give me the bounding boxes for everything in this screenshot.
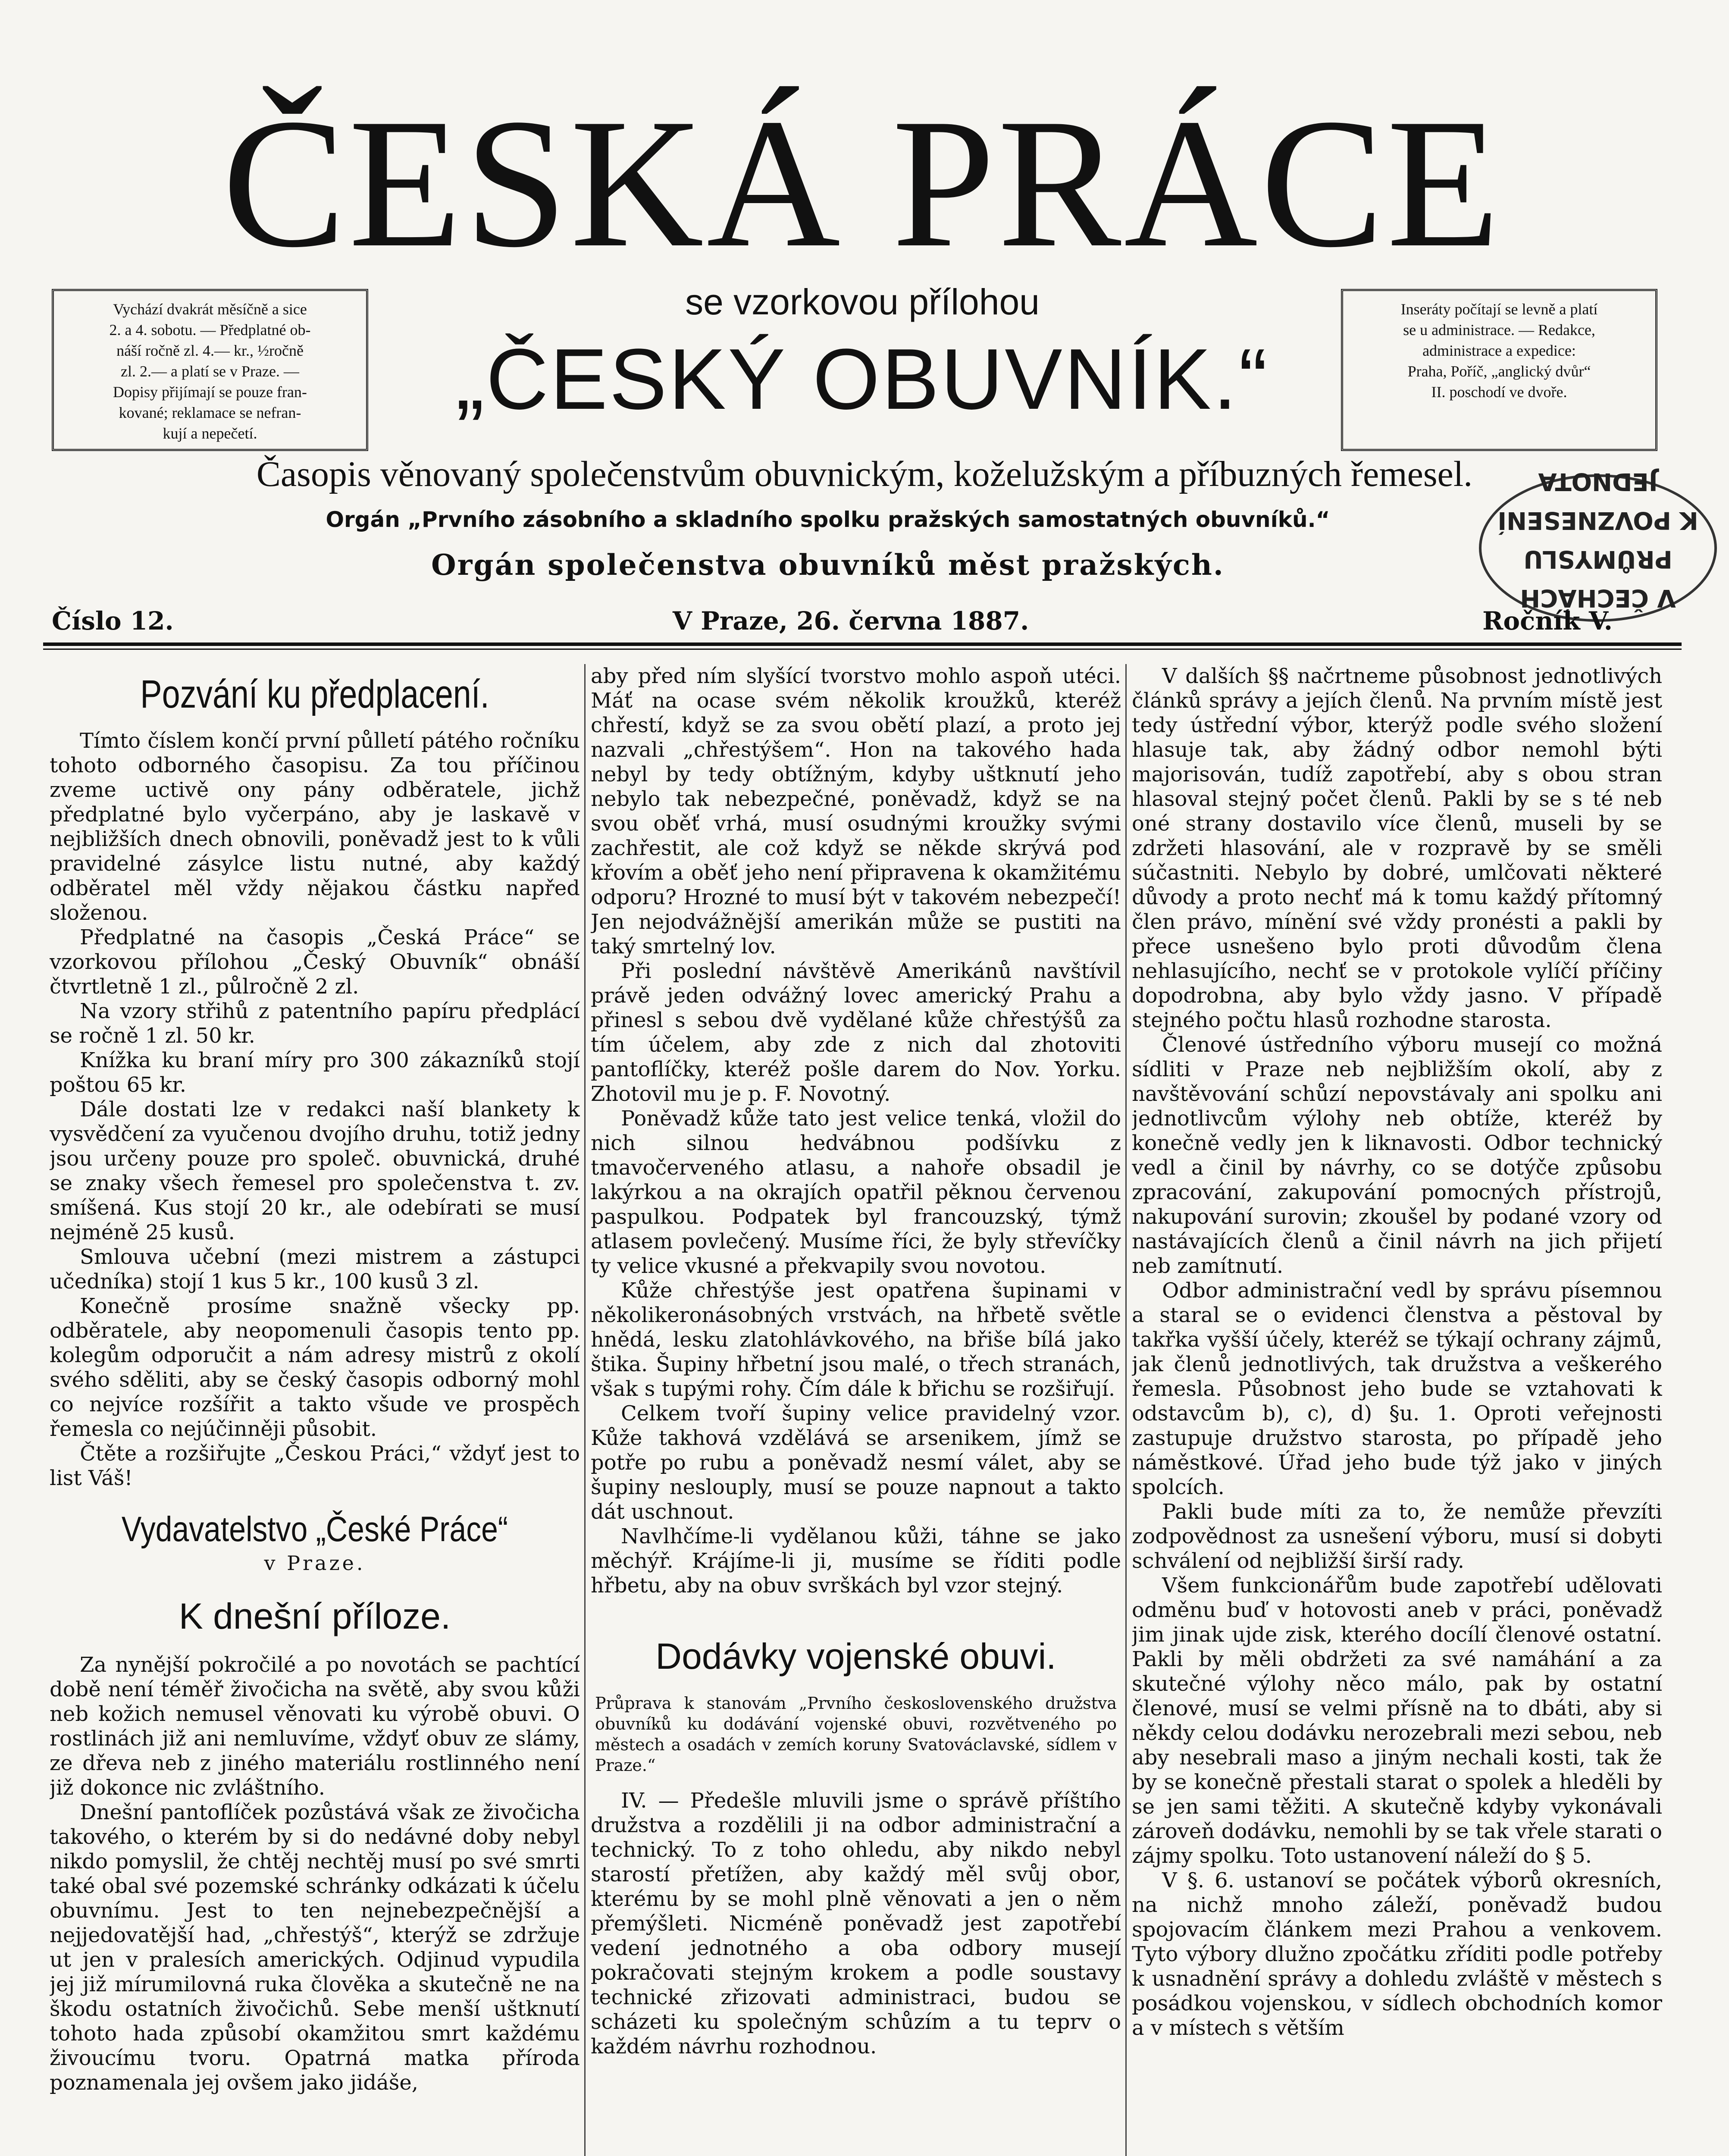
masthead-title: ČESKÁ PRÁCE bbox=[222, 81, 1503, 286]
column-3 bbox=[1132, 664, 1662, 2156]
box-line: Praha, Poříč, „anglický dvůr“ bbox=[1407, 363, 1591, 380]
publisher-name: Vydavatelstvo „České Práce“ bbox=[121, 1510, 508, 1549]
paragraph: Odbor administrační vedl by správu písemnou a staral se o evidenci členstva a pěstoval by takřka vyšší účely, kteréž se týkají ochrany zájmů, jak členů jednotlivých, tak družstva a veškerého řemesla. Působnost jeho bude se vztahovati k odstavcům b), c), d) §u. 1. Oproti veřejnosti zastupuje družstvo starosta, po případě jeho náměstkové. Úřad jeho bude týž jako v jiných spolcích. bbox=[1132, 1279, 1662, 1499]
paragraph: Tímto číslem končí první půlletí pátého ročníku tohoto odborného časopisu. Za tou příčinou zveme uctivě ony pány odběratele, jichž předplatné bylo vyčerpáno, aby je laskavě v nejbližších dnech obnovili, poněvadž jest to k vůli pravidelné zásylce listu nutné, aby každý odběratel měl vždy nějakou částku napřed složenou. bbox=[50, 729, 580, 925]
paragraph: V dalších §§ načrtneme působnost jednotlivých článků správy a jejích členů. Na prvním místě jest tedy ústřední výbor, kterýž podle svého složení hlasuje tak, aby žádný odbor nemohl býti majorisován, tudíž zapotřebí, aby s obou stran hlasoval stejný počet členů. Pakli by se s té neb oné strany dostavilo více členů, museli by se zdržeti hlasování, ale v rozpravě by se směli súčastniti. Nebylo by dobré, umlčovati některé důvody a proto nechť má k tomu každý přítomný člen právo, mínění své vždy pronésti a pakli by přece usnešeno bylo proti důvodům člena nehlasujícího, nechť se v protokole vylíčí příčiny dopodrobna, aby bylo vždy jasno. V případě stejného počtu hlasů rozhodne starosta. bbox=[1132, 664, 1662, 1032]
box-line: administrace a expedice: bbox=[1422, 342, 1576, 359]
box-line: II. poschodí ve dvoře. bbox=[1431, 383, 1567, 401]
paragraph: Kůže chřestýše jest opatřena šupinami v několikeronásobných vrstvách, na hřbetě světle hnědá, lesku zlatohlávkového, na břiše bílá jako štika. Šupiny hřbetní jsou malé, o třech stranách, však s tupými rohy. Čím dále k břichu se rozšiřují. bbox=[591, 1279, 1121, 1401]
box-line: náší ročně zl. 4.— kr., ½ročně bbox=[116, 342, 304, 359]
paragraph: aby před ním slyšící tvorstvo mohlo aspoň utéci. Máť na ocase svém několik kroužků, kteréž chřestí, když se za svou obětí plazí, a proto jej nazvali „chřestýšem“. Hon na takového hada nebyl by tedy obtížným, kdyby uštknutí jeho nebylo tak nebezpečné, poněvadž, když se na svou oběť vrhá, musí osudnými kroužky svými zachřestit, ale což když se někde skrývá pod křovím a oběť jeho není připravena k okamžitému odporu? Hrozné to musí být v takovém nebezpečí! Jen nejodvážnější amerikán může se pustiti na taký smrtelný lov. bbox=[591, 664, 1121, 959]
column-2 bbox=[591, 664, 1121, 2156]
paragraph: Poněvadž kůže tato jest velice tenká, vložil do nich silnou hedvábnou podšívku z tmavočerveného atlasu, a nahoře obsadil je lakýrkou a na okrajích opatřil pěknou červenou paspulkou. Podpatek byl francouzský, týmž atlasem povlečený. Musíme říci, že byly střevíčky ty velice vkusné a překvapily svou novotou. bbox=[591, 1106, 1121, 1278]
stamp-line: PRŮMYSLU bbox=[1523, 545, 1673, 573]
organ-line-2: Orgán společenstva obuvníků měst pražských. bbox=[431, 548, 1225, 582]
box-line: kují a nepečetí. bbox=[163, 425, 257, 442]
article-heading: Dodávky vojenské obuvi. bbox=[655, 1636, 1056, 1677]
box-line: Vychází dvakrát měsíčně a sice bbox=[113, 301, 307, 318]
journal-subtitle: Časopis věnovaný společenstvům obuvnickým, koželužským a příbuzných řemesel. bbox=[256, 454, 1473, 494]
article-heading: Pozvání ku předplacení. bbox=[140, 672, 489, 716]
box-line: se u administrace. — Redakce, bbox=[1403, 321, 1595, 338]
box-line: zl. 2.— a platí se v Praze. — bbox=[121, 363, 299, 380]
paragraph: Na vzory střihů z patentního papíru předplácí se ročně 1 zl. 50 kr. bbox=[50, 999, 580, 1048]
paragraph: Dnešní pantoflíček pozůstává však ze živočicha takového, o kterém by si do nedávné doby nebyl nikdo pomyslil, že chtěj nechtěj musí po své smrti také obal své pozemské schránky odkázati k účelu obuvnímu. Jest to ten nejnebezpečnější a nejjedovatější had, „chřestýš“, kterýž se zdržuje ut jen v pralesích amerických. Odjinud vypudila jej již mírumilovná ruka člověka a skutečně ne na škodu ostatních živočichů. Sebe menší uštknutí tohoto hada způsobí okamžitou smrt každému živoucímu tvoru. Opatrná matka příroda poznamenala jej ovšem jako jidáše, bbox=[50, 1800, 580, 2095]
paragraph: Všem funkcionářům bude zapotřebí udělovati odměnu buď v hotovosti aneb v práci, poněvadž jim jinak ujde zisk, kterého docílí členové ostatní. Pakli by měli obdržeti za své namáhání a za skutečné výlohy něco málo, pak by ostatní členové, musí se velmi přísně na to dbáti, aby si někdy celou dodávku nerozebrali mezi sebou, neb aby nesebrali maso a jiným nechali kosti, tak že by se konečně přestali starat o spolek a hleděli by se jen sami těžiti. A skutečně kdyby vykonávali zároveň dodávku, nemohli by se tak vřele starati o zájmy spolku. Toto ustanovení náleží do § 5. bbox=[1132, 1573, 1662, 1868]
article-subheading: Průprava k stanovám „Prvního československého družstva obuvníků ku dodávání vojenské obuvi, rozvětveného po městech a osadách v zemích koruny Svatováclavské, sídlem v Praze.“ bbox=[595, 1694, 1117, 1775]
supplement-intro: se vzorkovou přílohou bbox=[685, 282, 1040, 322]
issue-info-row bbox=[52, 602, 1613, 640]
column-1 bbox=[50, 664, 580, 2156]
paragraph: Členové ústředního výboru musejí co možná sídliti v Praze neb nejbližším okolí, aby z navštěvování schůzí nepovstávaly ani spolku ani jednotlivcům výlohy neb obtíže, kteréž by konečně vedly jen k liknavosti. Odbor technický vedl a činil by návrhy, co se dotýče způsobu zpracování, zakupování pomocných přístrojů, nakupování surovin; zkoušel by podané vzory od nastávajících členů a činil návrh na jich přijetí neb zamítnutí. bbox=[1132, 1033, 1662, 1278]
column-divider bbox=[584, 664, 586, 2156]
box-line: 2. a 4. sobotu. — Předplatné ob- bbox=[109, 321, 311, 338]
subscription-info-box bbox=[52, 289, 368, 451]
paragraph: Pakli bude míti za to, že nemůže převzíti zodpovědnost za usnešení výboru, musí si dobyti schválení od nejbližší širší rady. bbox=[1132, 1500, 1662, 1573]
organ-line-1: Orgán „Prvního zásobního a skladního spolku pražských samostatných obuvníků.“ bbox=[326, 507, 1330, 532]
issue-date: V Praze, 26. června 1887. bbox=[673, 606, 1029, 636]
column-divider bbox=[1125, 664, 1127, 2156]
publisher-place: v Praze. bbox=[264, 1551, 366, 1575]
header-rule bbox=[43, 649, 1682, 650]
paragraph: Čtěte a rozšiřujte „Českou Práci,“ vždyť jest to list Váš! bbox=[50, 1442, 580, 1490]
paragraph: Navlhčíme-li vydělanou kůži, táhne se jako měchýř. Krájíme-li ji, musíme se říditi podle hřbetu, aby na obuv svrškách byl vzor stejný. bbox=[591, 1524, 1121, 1598]
advert-info-box bbox=[1341, 289, 1657, 451]
supplement-title: „ČESKÝ OBUVNÍK.“ bbox=[455, 331, 1269, 427]
box-line: kované; reklamace se nefran- bbox=[119, 404, 301, 421]
article-heading: K dnešní příloze. bbox=[179, 1596, 451, 1636]
paragraph: Za nynější pokročilé a po novotách se pachtící době není téměř živočicha na světě, aby svou kůži neb kožich nemusel věnovati ku výrobě obuvi. O rostlinách již ani nemluvíme, vždyť obuv ze slámy, ze dřeva neb z jiného materiálu rostlinného není již dokonce nic zvláštního. bbox=[50, 1653, 580, 1800]
paragraph: V §. 6. ustanoví se počátek výborů okresních, na nichž mnoho záleží, poněvadž budou spojovacím článkem mezi Prahou a venkovem. Tyto výbory dlužno zpočátku zříditi podle potřeby k usnadnění správy a dohledu zvláště v městech s posádkou vojenskou, v sídlech obchodních komor a v místech s větším bbox=[1132, 1868, 1662, 2040]
issue-volume: Ročník V. bbox=[1482, 606, 1613, 636]
paragraph: Předplatné na časopis „Česká Práce“ se vzorkovou přílohou „Český Obuvník“ obnáší čtvrtletně 1 zl., půlročně 2 zl. bbox=[50, 925, 580, 999]
library-stamp bbox=[1479, 467, 1717, 622]
stamp-line: V ČECHÁCH bbox=[1520, 584, 1676, 612]
paragraph: Knížka ku braní míry pro 300 zákazníků stojí poštou 65 kr. bbox=[50, 1048, 580, 1097]
paragraph: Při poslední návštěvě Amerikánů navštívil právě jeden odvážný lovec americký Prahu a přinesl s sebou dvě vydělané kůže chřestýšů za tím účelem, aby zde z nich dal zhotoviti pantoflíčky, kteréž pošle darem do Nov. Yorku. Zhotovil mu je p. F. Novotný. bbox=[591, 959, 1121, 1106]
paragraph: Celkem tvoří šupiny velice pravidelný vzor. Kůže takhová vzdělává se arsenikem, jímž se potře po rubu a poněvadž nesmí válet, aby se šupiny neslouply, musí se pouze napnout a takto dát uschnout. bbox=[591, 1401, 1121, 1524]
box-line: Dopisy přijímají se pouze fran- bbox=[113, 383, 307, 401]
paragraph: Konečně prosíme snažně všecky pp. odběratele, aby neopomenuli časopis tento pp. kolegům odporučit a nám adresy mistrů z okolí svého sděliti, aby se český časopis odborný mohl co nejvíce rozšířit a takto všude ve prospěch řemesla co nejúčinněji působit. bbox=[50, 1294, 580, 1441]
stamp-line: JEDNOTA bbox=[1538, 467, 1658, 495]
stamp-line: K POVZNESENÍ bbox=[1497, 506, 1698, 534]
paragraph: IV. — Předešle mluvili jsme o správě příštího družstva a rozdělili ji na odbor administrační a technický. To z toho ohledu, aby nikdo nebyl starostí přetížen, aby každý měl svůj obor, kterému by se mohl plně věnovati a jen o něm přemýšleti. Nicméně poněvadž jest zapotřebí vedení jednotného a oba odbory musejí pokračovati stejným krokem a podle soustavy technické zřizovati administraci, budou se scházeti ku společným schůzím a tu teprv o každém návrhu rozhodnou. bbox=[591, 1789, 1121, 2059]
box-line: Inseráty počítají se levně a platí bbox=[1400, 301, 1598, 318]
header-rule bbox=[43, 642, 1682, 646]
paragraph: Dále dostati lze v redakci naší blankety k vysvědčení za vyučenou dvojího druhu, totiž jedny jsou určeny pouze pro společ. obuvnická, druhé se znaky všech řemesel pro společenstva t. zv. smíšená. Kus stojí 20 kr., ale odebírati se musí nejméně 25 kusů. bbox=[50, 1097, 580, 1244]
paragraph: Smlouva učební (mezi mistrem a zástupci učedníka) stojí 1 kus 5 kr., 100 kusů 3 zl. bbox=[50, 1245, 580, 1294]
issue-number: Číslo 12. bbox=[52, 606, 174, 636]
